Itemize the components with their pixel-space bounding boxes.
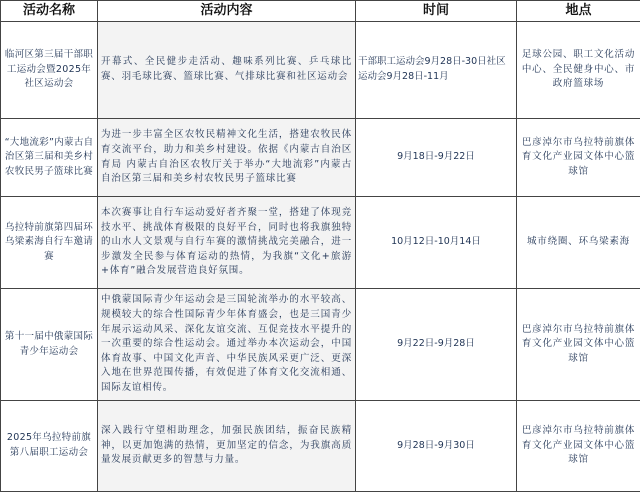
activity-time-cell: 9月28日-9月30日 [356, 401, 517, 492]
header-place: 地点 [517, 1, 640, 22]
activity-place-cell: 巴彦淖尔市乌拉特前旗体育文化产业园文体中心篮球馆 [517, 401, 640, 492]
activity-time-cell: 9月18日-9月22日 [356, 119, 517, 197]
activity-name-cell: 2025年乌拉特前旗第八届职工运动会 [1, 401, 98, 492]
activity-name-cell: 乌拉特前旗第四届环乌梁素海自行车邀请赛 [1, 197, 98, 289]
table-header-row [1, 1, 640, 22]
header-activity-name: 活动名称 [1, 1, 98, 22]
activity-time-cell: 10月12日-10月14日 [356, 197, 517, 289]
activity-place-cell: 足球公园、职工文化活动中心、全民健身中心、市政府篮球场 [517, 22, 640, 119]
activity-place-cell: 巴彦淖尔市乌拉特前旗体育文化产业园文体中心篮球馆 [517, 289, 640, 401]
activity-content-cell: 深入践行守望相助理念，加强民族团结，振奋民族精神，以更加饱满的热情，更加坚定的信念，为我旗高质量发展贡献更多的智慧与力量。 [98, 401, 356, 492]
activity-time-cell: 干部职工运动会9月28日-30日社区运动会9月28日-11月 [356, 22, 517, 119]
activity-content-cell: 开幕式、全民健步走活动、趣味系列比赛、乒乓球比赛、羽毛球比赛、篮球比赛、气排球比赛和社区运动会 [98, 22, 356, 119]
activity-name-cell: “大地流彩”内蒙古自治区第三届和美乡村农牧民男子篮球比赛 [1, 119, 98, 197]
table-row [1, 22, 640, 119]
table-row [1, 119, 640, 197]
activity-time-cell: 9月22日-9月28日 [356, 289, 517, 401]
header-time: 时间 [356, 1, 517, 22]
table-row [1, 197, 640, 289]
activity-name-cell: 临河区第三届干部职工运动会暨2025年社区运动会 [1, 22, 98, 119]
table-row [1, 401, 640, 492]
activity-place-cell: 城市绕圈、环乌梁素海 [517, 197, 640, 289]
activity-content-cell: 中俄蒙国际青少年运动会是三国轮流举办的水平较高、规模较大的综合性国际青少年体育盛会，也是三国青少年展示运动风采、深化友谊交流、互促竞技水平提升的一次重要的综合性运动会。通过举办本次运动会，中国体育故事、中国文化声音、中华民族风采更广泛、更深入地在世界范围传播，有效促进了体育文化交流相通、国际友谊相传。 [98, 289, 356, 401]
activity-name-cell: 第十一届中俄蒙国际青少年运动会 [1, 289, 98, 401]
table-row [1, 289, 640, 401]
activity-content-cell: 本次赛事让自行车运动爱好者齐聚一堂，搭建了体现竞技水平、挑战体育极限的良好平台，同时也将我旗独特的山水人文景观与自行车赛的激情挑战完美融合，进一步激发全民参与体育运动的热情，为我旗“文化+旅游+体育”融合发展营造良好氛围。 [98, 197, 356, 289]
activity-content-cell: 为进一步丰富全区农牧民精神文化生活，搭建农牧民体育交流平台，助力和美乡村建设。依据《内蒙古自治区育局 内蒙古自治区农牧厅关于举办“大地流彩”内蒙古自治区第三届和美乡村农牧民男子篮球比赛 [98, 119, 356, 197]
header-activity-content: 活动内容 [98, 1, 356, 22]
activity-place-cell: 巴彦淖尔市乌拉特前旗体育文化产业园文体中心篮球馆 [517, 119, 640, 197]
